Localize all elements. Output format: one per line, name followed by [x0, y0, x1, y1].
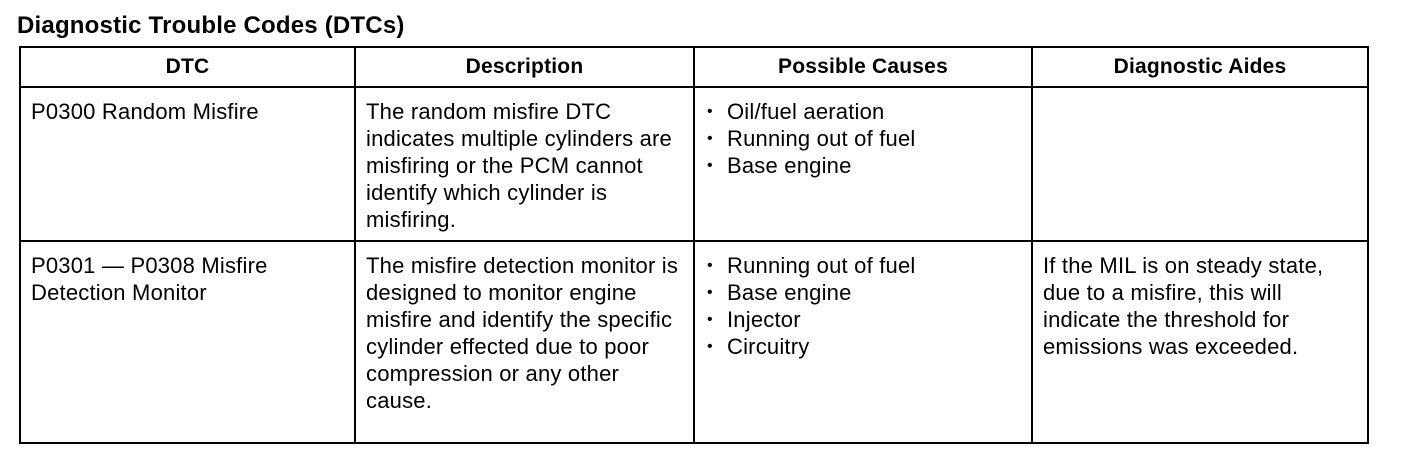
description-cell	[355, 87, 694, 241]
possible-causes-cell	[694, 87, 1032, 241]
dtc-cell	[20, 87, 355, 241]
possible-cause-item: • Running out of fuel	[705, 252, 1023, 279]
possible-cause-item: • Circuitry	[705, 333, 1023, 360]
dtc-table	[19, 46, 1369, 444]
page-title: Diagnostic Trouble Codes (DTCs)	[17, 12, 405, 39]
column-header-diagnostic-aides: Diagnostic Aides	[1032, 47, 1368, 87]
dtc-cell	[20, 241, 355, 443]
possible-cause-item: • Base engine	[705, 279, 1023, 306]
dtc-description: The misfire detection monitor is designed to monitor engine misfire and identify the specific cylinder effected due to poor compression or any other cause.	[366, 253, 679, 413]
column-header-possible-causes: Possible Causes	[694, 47, 1032, 87]
possible-causes-list	[705, 252, 1023, 360]
diagnostic-aides-cell	[1032, 241, 1368, 443]
possible-cause-item: • Injector	[705, 306, 1023, 333]
column-header-description: Description	[355, 47, 694, 87]
possible-causes-list	[705, 98, 1023, 179]
dtc-code: P0300 Random Misfire	[31, 99, 259, 124]
possible-cause-item: • Oil/fuel aeration	[705, 98, 1023, 125]
possible-cause-item: • Running out of fuel	[705, 125, 1023, 152]
table-row	[20, 241, 1368, 443]
diagnostic-aides-text: If the MIL is on steady state, due to a misfire, this will indicate the threshold for emissions was exceeded.	[1043, 253, 1324, 359]
possible-cause-item: • Base engine	[705, 152, 1023, 179]
dtc-code: P0301 — P0308 Misfire Detection Monitor	[31, 253, 268, 305]
description-cell	[355, 241, 694, 443]
table-row	[20, 87, 1368, 241]
table-header-row	[20, 47, 1368, 87]
dtc-description: The random misfire DTC indicates multiple cylinders are misfiring or the PCM cannot identify which cylinder is misfiring.	[366, 99, 672, 232]
diagnostic-aides-cell	[1032, 87, 1368, 241]
column-header-dtc: DTC	[20, 47, 355, 87]
possible-causes-cell	[694, 241, 1032, 443]
